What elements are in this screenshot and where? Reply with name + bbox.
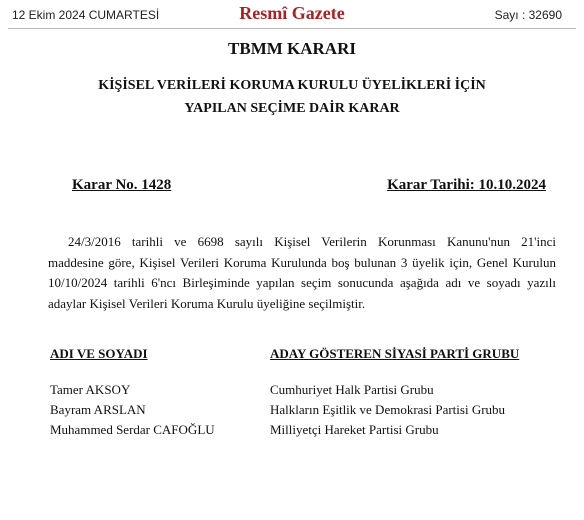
member-name: Muhammed Serdar CAFOĞLU (50, 422, 215, 437)
member-party: Halkların Eşitlik ve Demokrasi Partisi Grubu (270, 402, 506, 417)
paragraph-line: 10/10/2024 tarihli 6'ncı Birleşiminde yapılan seçim sonucunda aşağıda adı ve soyadı yazılı (48, 275, 556, 290)
header-divider (8, 28, 576, 29)
column-header-party: ADAY GÖSTEREN SİYASİ PARTİ GRUBU (270, 346, 520, 361)
issue-date: 12 Ekim 2024 CUMARTESİ (12, 8, 160, 22)
gazette-title: Resmî Gazete (239, 3, 345, 23)
document-subtitle-line-2: YAPILAN SEÇİME DAİR KARAR (184, 101, 400, 116)
paragraph-line: adaylar Kişisel Verileri Koruma Kurulu üyeliğine seçilmiştir. (48, 295, 366, 311)
paragraph-line: 24/3/2016 tarihli ve 6698 sayılı Kişisel Verilerin Korunması Kanunu'nun 21'inci (68, 234, 556, 249)
column-header-name: ADI VE SOYADI (50, 346, 148, 361)
decision-date: Karar Tarihi: 10.10.2024 (387, 177, 546, 193)
decision-paragraph (48, 232, 556, 314)
member-name: Bayram ARSLAN (50, 402, 146, 417)
document-title: TBMM KARARI (228, 39, 356, 58)
paragraph-line: maddesine göre, Kişisel Verileri Koruma Kurulunda boş bulunan 3 üyelik için, Genel Kurulun (48, 254, 556, 270)
issue-number: Sayı : 32690 (494, 8, 562, 22)
member-name: Tamer AKSOY (50, 382, 131, 397)
member-party: Cumhuriyet Halk Partisi Grubu (270, 382, 434, 397)
member-party: Milliyetçi Hareket Partisi Grubu (270, 422, 439, 437)
gazette-header (0, 0, 584, 30)
document-subtitle-line-1: KİŞİSEL VERİLERİ KORUMA KURULU ÜYELİKLERİ İÇİN (98, 78, 486, 93)
decision-number: Karar No. 1428 (72, 177, 172, 193)
